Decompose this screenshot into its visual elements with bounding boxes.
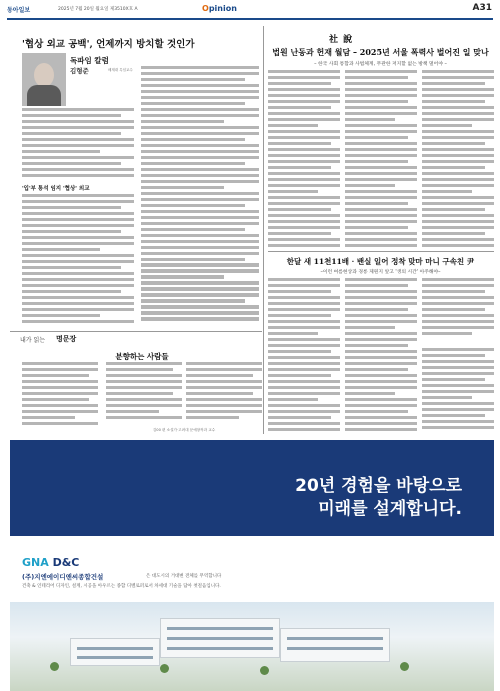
tree	[400, 662, 409, 671]
masthead-rule	[7, 18, 493, 20]
tree	[160, 664, 169, 673]
ad-company: (주)지엔에이디앤씨종합건설	[22, 573, 104, 581]
column2-text-a	[22, 362, 98, 432]
column2-name: 명문장	[56, 335, 77, 343]
column-text-c	[141, 66, 259, 330]
author-affiliation: 배재대 특임교수	[108, 68, 133, 72]
editorial-subtitle-1: – 한국 사회 통합과 사법체계, 무관한 저지할 없는 방책 멀어야 –	[314, 62, 447, 67]
tree	[50, 662, 59, 671]
ad-logo-a: GNA	[22, 556, 49, 569]
page-number: A31	[472, 3, 492, 13]
column2-text-c	[186, 362, 262, 426]
column2-text-b	[106, 362, 182, 426]
ad-description: 건축 & 인테리어 디자인, 설계, 시공을 아우르는 종합 디벨로퍼로서 차세대 기술을 담아 첫걸음입니다.	[22, 584, 221, 589]
column-author: 김형준	[70, 67, 89, 75]
opinion-o: O	[202, 4, 209, 13]
editorial-text-1b	[345, 70, 417, 250]
column-divider	[263, 26, 264, 434]
author-photo	[22, 53, 66, 106]
ad-headline-1: 20년 경험을 바탕으로	[295, 476, 462, 496]
building-side	[70, 638, 160, 666]
building-wing	[280, 628, 390, 662]
ad-company-tagline: 은 대도시의 거대변 전체를 무역합니다	[146, 574, 222, 579]
column2-credit: 김00 편 소설가·고려대 문예창작과 교수	[152, 428, 216, 432]
editorial-text-2c	[422, 278, 494, 338]
building-main	[160, 618, 280, 658]
editorial-label: 社 說	[329, 35, 354, 45]
column-separator	[10, 331, 262, 332]
editorial-subtitle-2: –이런 여름현상과 경롱 제원지 앞고 '생의 시간' 아주해야–	[320, 270, 441, 275]
column-title: '협상 외교 공백', 언제까지 방치할 것인가	[22, 39, 195, 50]
editorial-separator	[268, 251, 494, 252]
column2-header	[10, 335, 260, 345]
author-body	[27, 85, 61, 106]
ad-logo-b: D&C	[48, 556, 80, 569]
column-text-a	[22, 108, 134, 180]
editorial-text-1a	[268, 70, 340, 250]
editorial-text-2a	[268, 278, 340, 434]
ad-building-render	[10, 602, 494, 691]
column-name: 독파임 칼럼	[70, 56, 109, 65]
tree	[260, 666, 269, 675]
editorial-text-2b	[345, 278, 417, 434]
column-text-b	[22, 194, 134, 330]
paper-name: 동아일보	[7, 7, 31, 14]
editorial-text-1c	[422, 70, 494, 250]
author-face	[34, 63, 54, 87]
issue-meta: 2025년 7월 20일 월요일 제3510X호 A	[58, 7, 138, 12]
ad-banner	[10, 440, 494, 536]
editorial-title-2: 한달 새 11천11배 · 밴실 일어 정착 맞마 마니 구속친 尹	[286, 257, 475, 266]
masthead	[0, 0, 500, 24]
advertisement	[10, 440, 494, 691]
opinion-rest: pinion	[208, 4, 237, 13]
ad-logo	[22, 556, 79, 569]
column-subhead: '입'부 통석 임지 '협상' 외교	[22, 186, 90, 192]
editorial-text-2d	[422, 348, 494, 434]
column2-title: 분향하는 사람들	[115, 352, 169, 361]
ad-headline-2: 미래를 설계합니다.	[318, 499, 462, 519]
section-title	[202, 4, 237, 13]
editorial-title-1: 법원 난동과 헌재 월담 – 2025년 서울 폭력사 벌어진 일 맞나	[272, 47, 489, 57]
column2-label: 내가 읽는	[20, 337, 46, 344]
